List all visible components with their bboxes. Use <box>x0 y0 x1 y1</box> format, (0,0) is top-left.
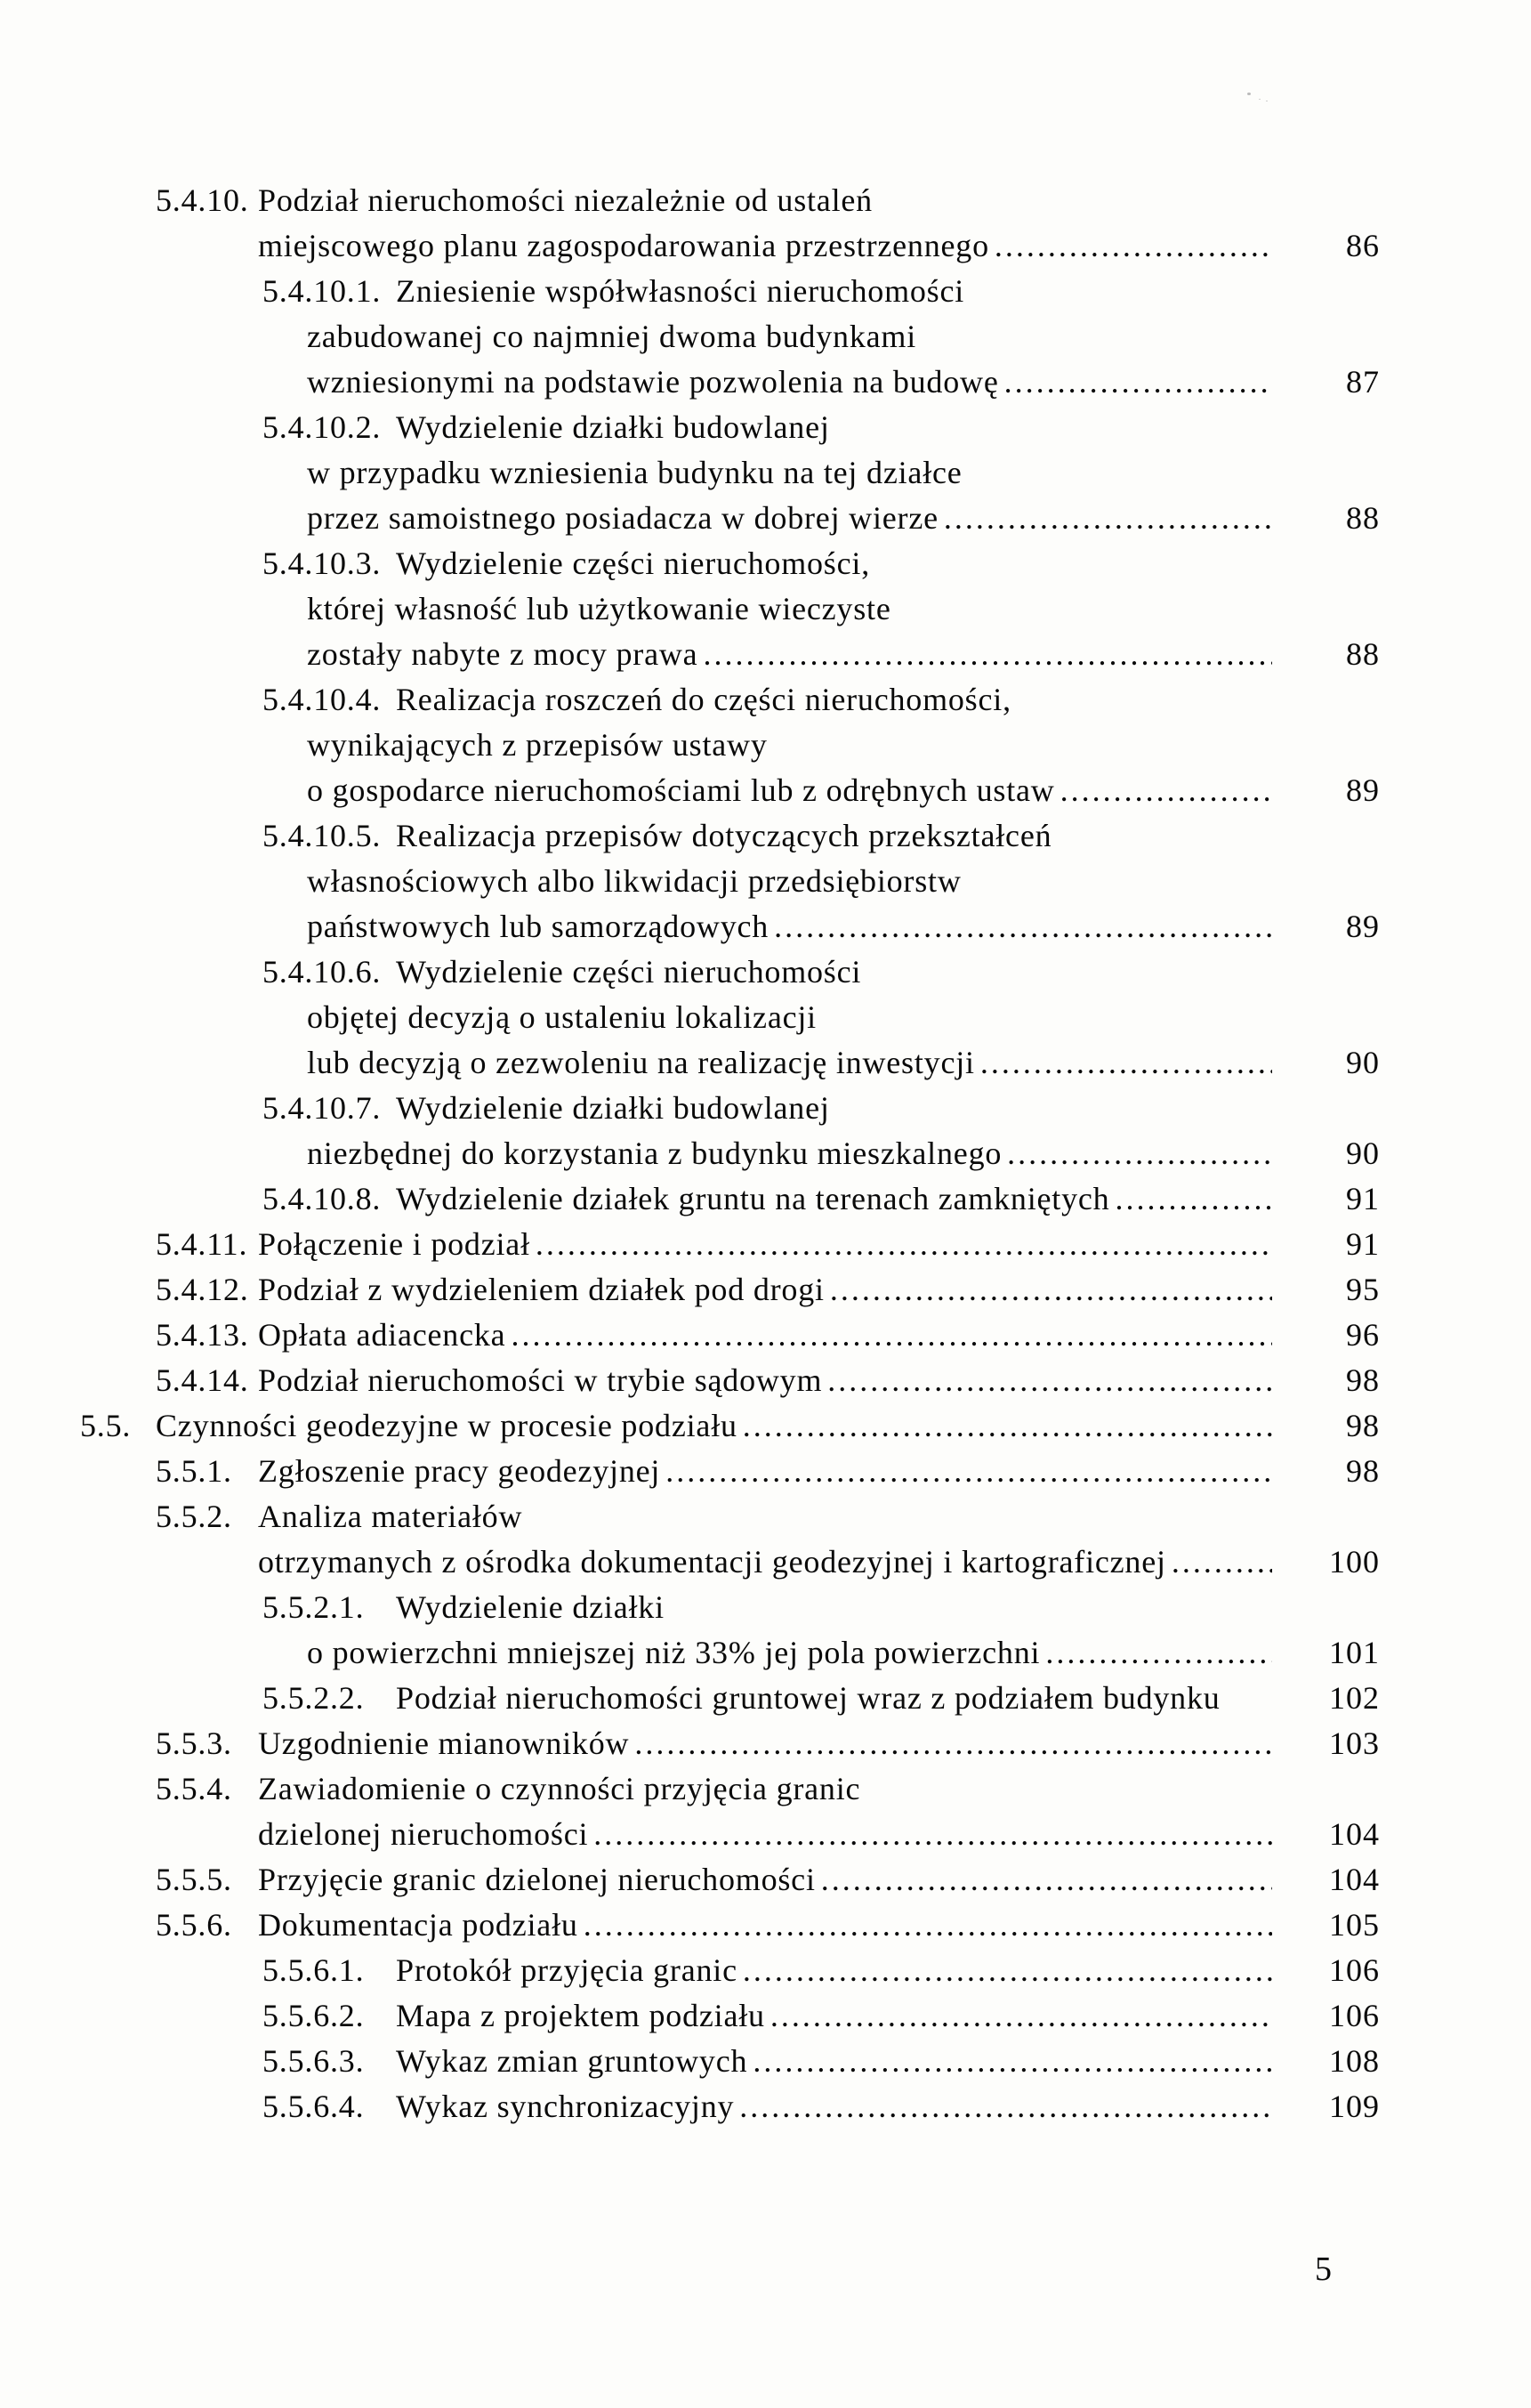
toc-page-number: 103 <box>1329 1725 1380 1761</box>
toc-entry-text: lub decyzją o zezwoleniu na realizację inwestycji <box>307 1045 975 1080</box>
toc-entry-line <box>0 949 1531 995</box>
toc-entry-text: Wydzielenie działek gruntu na terenach zamkniętych <box>396 1181 1110 1216</box>
toc-entry-text: zabudowanej co najmniej dwoma budynkami <box>307 319 917 354</box>
toc-entry-line <box>0 768 1531 813</box>
scan-artifact <box>1247 93 1251 95</box>
toc-entry-line <box>0 541 1531 586</box>
toc-entry <box>0 1358 1531 1403</box>
toc-leader-dots <box>995 223 1272 269</box>
toc-entry-text: Zniesienie współwłasności nieruchomości <box>396 273 965 309</box>
toc-entry <box>0 178 1531 269</box>
toc-entry-line <box>0 1086 1531 1131</box>
toc-leader-dots <box>1004 360 1272 405</box>
toc-entry-line <box>0 1812 1531 1857</box>
toc-entry <box>0 2039 1531 2084</box>
toc-entry-number: 5.4.13. <box>156 1317 249 1353</box>
toc-entry-line <box>0 1721 1531 1766</box>
toc-entry-line <box>0 1176 1531 1222</box>
toc-entry-number: 5.4.10.6. <box>262 954 382 990</box>
toc-entry <box>0 1903 1531 1948</box>
toc-entry-line <box>0 1449 1531 1494</box>
toc-entry-text: Podział z wydzieleniem działek pod drogi <box>258 1272 825 1307</box>
toc-leader-dots <box>830 1267 1272 1313</box>
toc-leader-dots <box>665 1449 1272 1494</box>
toc-entry-text: Czynności geodezyjne w procesie podziału <box>156 1408 737 1443</box>
toc-entry-line <box>0 496 1531 541</box>
toc-entry <box>0 1313 1531 1358</box>
toc-entry <box>0 1676 1531 1721</box>
toc-entry-line <box>0 314 1531 360</box>
toc-leader-dots <box>944 496 1272 541</box>
toc-page-number: 90 <box>1346 1135 1380 1171</box>
toc-entry-line <box>0 1313 1531 1358</box>
toc-entry-number: 5.4.11. <box>156 1226 248 1262</box>
toc-list <box>0 178 1531 2129</box>
toc-page-number: 91 <box>1346 1181 1380 1216</box>
toc-entry-line <box>0 1676 1531 1721</box>
toc-entry-line <box>0 2039 1531 2084</box>
toc-leader-dots <box>743 1948 1272 1993</box>
toc-entry <box>0 1267 1531 1313</box>
toc-entry-text: Opłata adiacencka <box>258 1317 506 1353</box>
toc-leader-dots <box>511 1313 1272 1358</box>
toc-entry-text: Realizacja przepisów dotyczących przekształceń <box>396 818 1052 853</box>
toc-entry-line <box>0 1494 1531 1539</box>
toc-entry <box>0 1403 1531 1449</box>
toc-entry-line <box>0 1403 1531 1449</box>
toc-entry-text: miejscowego planu zagospodarowania przestrzennego <box>258 228 989 263</box>
toc-entry <box>0 541 1531 677</box>
toc-page-number: 106 <box>1329 1952 1380 1988</box>
toc-entry-line <box>0 1630 1531 1676</box>
toc-entry <box>0 1993 1531 2039</box>
toc-entry-text: przez samoistnego posiadacza w dobrej wierze <box>307 500 939 536</box>
toc-entry-line <box>0 1948 1531 1993</box>
toc-entry-line <box>0 1585 1531 1630</box>
toc-page-number: 106 <box>1329 1998 1380 2033</box>
toc-entry-text: Wydzielenie działki budowlanej <box>396 1090 830 1126</box>
toc-entry-number: 5.5.5. <box>156 1862 232 1897</box>
toc-entry <box>0 1086 1531 1176</box>
toc-entry-line <box>0 1993 1531 2039</box>
toc-leader-dots <box>980 1040 1272 1086</box>
toc-leader-dots <box>1007 1131 1272 1176</box>
toc-page-number: 108 <box>1329 2043 1380 2079</box>
toc-page-number: 102 <box>1329 1680 1380 1716</box>
toc-entry-text: dzielonej nieruchomości <box>258 1816 589 1852</box>
toc-page-number: 98 <box>1346 1362 1380 1398</box>
toc-entry-text: Mapa z projektem podziału <box>396 1998 765 2033</box>
toc-entry-line <box>0 723 1531 768</box>
toc-entry-text: o gospodarce nieruchomościami lub z odrębnych ustaw <box>307 772 1055 808</box>
toc-leader-dots <box>536 1222 1272 1267</box>
toc-entry <box>0 1857 1531 1903</box>
toc-page-number: 98 <box>1346 1453 1380 1489</box>
toc-page-number: 100 <box>1329 1544 1380 1580</box>
toc-leader-dots <box>703 632 1272 677</box>
toc-entry-text: wynikających z przepisów ustawy <box>307 727 768 763</box>
toc-leader-dots <box>584 1903 1272 1948</box>
toc-entry-number: 5.5.1. <box>156 1453 232 1489</box>
toc-entry-line <box>0 405 1531 450</box>
toc-entry-text: w przypadku wzniesienia budynku na tej działce <box>307 455 963 490</box>
toc-entry <box>0 1585 1531 1676</box>
toc-entry-text: Analiza materiałów <box>258 1499 523 1534</box>
toc-page-number: 95 <box>1346 1272 1380 1307</box>
toc-entry-text: Przyjęcie granic dzielonej nieruchomości <box>258 1862 816 1897</box>
toc-entry-text: Wydzielenie części nieruchomości <box>396 954 862 990</box>
toc-entry-text: Uzgodnienie mianowników <box>258 1725 630 1761</box>
toc-entry-text: Wydzielenie działki budowlanej <box>396 409 830 445</box>
toc-entry-text: Zgłoszenie pracy geodezyjnej <box>258 1453 661 1489</box>
toc-entry-line <box>0 586 1531 632</box>
toc-entry-text: Protokół przyjęcia granic <box>396 1952 737 1988</box>
toc-page-number: 90 <box>1346 1045 1380 1080</box>
toc-entry <box>0 405 1531 541</box>
toc-leader-dots <box>634 1721 1272 1766</box>
toc-entry <box>0 269 1531 405</box>
toc-leader-dots <box>593 1812 1272 1857</box>
toc-entry-line <box>0 2084 1531 2129</box>
toc-entry-text: Podział nieruchomości w trybie sądowym <box>258 1362 823 1398</box>
toc-page-number: 86 <box>1346 228 1380 263</box>
toc-leader-dots <box>827 1358 1272 1403</box>
toc-entry <box>0 1766 1531 1857</box>
toc-entry-text: Wykaz synchronizacyjny <box>396 2089 735 2124</box>
toc-entry <box>0 1222 1531 1267</box>
toc-entry-line <box>0 360 1531 405</box>
toc-entry-text: niezbędnej do korzystania z budynku mieszkalnego <box>307 1135 1003 1171</box>
toc-entry-number: 5.4.10.7. <box>262 1090 382 1126</box>
toc-entry-number: 5.5.2. <box>156 1499 232 1534</box>
toc-entry-number: 5.5.6. <box>156 1907 232 1943</box>
toc-entry <box>0 949 1531 1086</box>
toc-entry-line <box>0 1903 1531 1948</box>
toc-entry-text: zostały nabyte z mocy prawa <box>307 636 698 672</box>
toc-entry-line <box>0 1040 1531 1086</box>
toc-entry-text: Połączenie i podział <box>258 1226 530 1262</box>
toc-page-number: 109 <box>1329 2089 1380 2124</box>
toc-entry-text: Dokumentacja podziału <box>258 1907 578 1943</box>
toc-entry-line <box>0 813 1531 859</box>
toc-entry-text: Wydzielenie działki <box>396 1589 665 1625</box>
toc-page-number: 104 <box>1329 1816 1380 1852</box>
toc-entry-number: 5.4.10.4. <box>262 682 382 717</box>
toc-entry-line <box>0 995 1531 1040</box>
toc-entry-line <box>0 1766 1531 1812</box>
toc-entry-number: 5.5.4. <box>156 1771 232 1806</box>
toc-leader-dots <box>739 2084 1272 2129</box>
toc-entry-line <box>0 1267 1531 1313</box>
toc-entry-number: 5.4.12. <box>156 1272 249 1307</box>
toc-entry-number: 5.5. <box>80 1408 132 1443</box>
toc-page-number: 89 <box>1346 772 1380 808</box>
toc-entry-number: 5.5.6.2. <box>262 1998 365 2033</box>
toc-entry <box>0 1449 1531 1494</box>
toc-leader-dots <box>1115 1176 1272 1222</box>
toc-entry <box>0 677 1531 813</box>
toc-entry-line <box>0 269 1531 314</box>
toc-leader-dots <box>770 1993 1272 2039</box>
toc-entry-line <box>0 1857 1531 1903</box>
toc-entry-number: 5.4.10.5. <box>262 818 382 853</box>
toc-entry-text: wzniesionymi na podstawie pozwolenia na budowę <box>307 364 999 400</box>
toc-entry-line <box>0 1358 1531 1403</box>
toc-entry <box>0 1494 1531 1585</box>
toc-page-number: 91 <box>1346 1226 1380 1262</box>
toc-entry-text: Zawiadomienie o czynności przyjęcia granic <box>258 1771 861 1806</box>
toc-entry-line <box>0 859 1531 904</box>
toc-entry-line <box>0 677 1531 723</box>
toc-entry-text: objętej decyzją o ustaleniu lokalizacji <box>307 999 817 1035</box>
toc-page-number: 88 <box>1346 500 1380 536</box>
toc-entry <box>0 1176 1531 1222</box>
toc-page-number: 87 <box>1346 364 1380 400</box>
toc-entry-number: 5.5.6.1. <box>262 1952 365 1988</box>
toc-page-number: 101 <box>1329 1635 1380 1670</box>
toc-page-number: 88 <box>1346 636 1380 672</box>
toc-entry-text: Podział nieruchomości niezależnie od ustaleń <box>258 182 873 218</box>
toc-entry-line <box>0 450 1531 496</box>
toc-page-number: 89 <box>1346 909 1380 944</box>
toc-entry-number: 5.5.2.1. <box>262 1589 365 1625</box>
toc-page-number: 105 <box>1329 1907 1380 1943</box>
toc-entry-line <box>0 178 1531 223</box>
toc-entry <box>0 1721 1531 1766</box>
toc-entry-number: 5.5.6.4. <box>262 2089 365 2124</box>
toc-entry-line <box>0 223 1531 269</box>
toc-entry-text: państwowych lub samorządowych <box>307 909 770 944</box>
toc-leader-dots <box>1045 1630 1272 1676</box>
toc-page-number: 104 <box>1329 1862 1380 1897</box>
toc-entry-text: własnościowych albo likwidacji przedsiębiorstw <box>307 863 962 899</box>
toc-entry-number: 5.4.10.8. <box>262 1181 382 1216</box>
toc-entry-text: Wykaz zmian gruntowych <box>396 2043 748 2079</box>
toc-entry <box>0 1948 1531 1993</box>
toc-leader-dots <box>753 2039 1272 2084</box>
toc-entry-number: 5.4.10.2. <box>262 409 382 445</box>
toc-entry-text: Podział nieruchomości gruntowej wraz z podziałem budynku <box>396 1680 1221 1716</box>
toc-leader-dots <box>774 904 1272 949</box>
toc-entry <box>0 2084 1531 2129</box>
footer-page-number: 5 <box>1315 2250 1332 2288</box>
toc-entry-text: Realizacja roszczeń do części nieruchomości, <box>396 682 1011 717</box>
toc-entry-number: 5.4.14. <box>156 1362 249 1398</box>
toc-leader-dots <box>821 1857 1272 1903</box>
toc-entry-text: o powierzchni mniejszej niż 33% jej pola powierzchni <box>307 1635 1041 1670</box>
toc-page-number: 98 <box>1346 1408 1380 1443</box>
toc-entry-number: 5.5.2.2. <box>262 1680 365 1716</box>
toc-entry-text: otrzymanych z ośrodka dokumentacji geodezyjnej i kartograficznej <box>258 1544 1166 1580</box>
toc-leader-dots <box>1060 768 1272 813</box>
toc-entry-text: której własność lub użytkowanie wieczyste <box>307 591 891 626</box>
toc-entry-number: 5.5.3. <box>156 1725 232 1761</box>
toc-entry <box>0 813 1531 949</box>
toc-entry-number: 5.4.10.1. <box>262 273 382 309</box>
toc-entry-number: 5.4.10. <box>156 182 249 218</box>
toc-entry-number: 5.4.10.3. <box>262 545 382 581</box>
toc-entry-line <box>0 1539 1531 1585</box>
toc-leader-dots <box>743 1403 1272 1449</box>
toc-leader-dots <box>1172 1539 1272 1585</box>
toc-entry-number: 5.5.6.3. <box>262 2043 365 2079</box>
toc-page-number: 96 <box>1346 1317 1380 1353</box>
toc-entry-line <box>0 632 1531 677</box>
toc-entry-line <box>0 904 1531 949</box>
toc-entry-text: Wydzielenie części nieruchomości, <box>396 545 871 581</box>
toc-entry-line <box>0 1222 1531 1267</box>
toc-entry-line <box>0 1131 1531 1176</box>
